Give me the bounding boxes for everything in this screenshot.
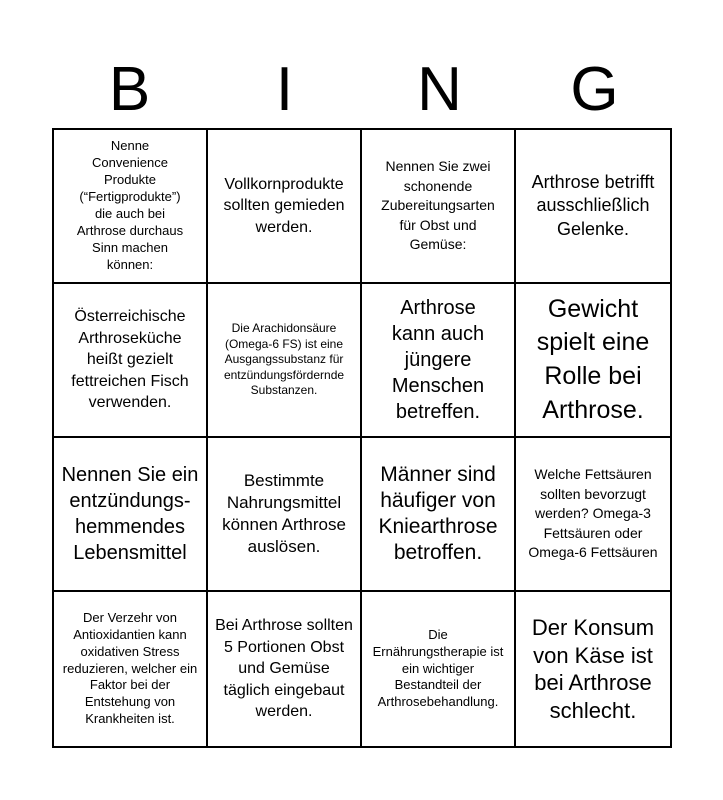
header-letter-b: B (108, 55, 151, 124)
cell-text: Österreichische Arthroseküche heißt gezielt fettreichen Fisch verwenden. (71, 308, 189, 412)
cell-text: Arthrose kann auch jüngere Menschen betreffen. (391, 297, 485, 423)
cell-text: Nenne Convenience Produkte (“Fertigprodukte”) die auch bei Arthrose durchaus Sinn machen können: (76, 138, 184, 272)
header-letter-g: G (570, 55, 619, 124)
bingo-cell[interactable] (516, 592, 670, 746)
bingo-cell[interactable] (208, 130, 362, 284)
cell-text: Arthrose betrifft ausschließlich Gelenke. (531, 171, 655, 239)
cell-text: Der Verzehr von Antioxidantien kann oxidativen Stress reduzieren, welcher ein Faktor bei der Entstehung von Krankheiten ist. (62, 609, 198, 727)
cell-text: Bestimmte Nahrungsmittel können Arthrose auslösen. (222, 470, 346, 557)
bingo-cell[interactable] (54, 130, 208, 284)
header-letter-n: N (417, 55, 462, 124)
bingo-cell[interactable] (362, 284, 516, 438)
bingo-cell[interactable] (362, 130, 516, 284)
cell-text: Die Arachidonsäure (Omega-6 FS) ist eine Ausgangssubstanz für entzündungsfördernde Substanzen. (223, 321, 345, 398)
cell-text: Nennen Sie ein entzündungs-hemmendes Lebensmittel (61, 464, 199, 564)
cell-text: Gewicht spielt eine Rolle bei Arthrose. (536, 294, 650, 424)
bingo-cell[interactable] (54, 592, 208, 746)
bingo-cell[interactable] (54, 284, 208, 438)
cell-text: Männer sind häufiger von Kniearthrose betroffen. (378, 462, 498, 565)
bingo-cell[interactable] (362, 438, 516, 592)
bingo-cell[interactable] (362, 592, 516, 746)
bingo-cell[interactable] (516, 130, 670, 284)
cell-text: Die Ernährungstherapie ist ein wichtiger Bestandteil der Arthrosebehandlung. (372, 626, 504, 710)
cell-text: Nennen Sie zwei schonende Zubereitungsarten für Obst und Gemüse: (381, 158, 495, 253)
bingo-cell[interactable] (54, 438, 208, 592)
bingo-cell[interactable] (208, 284, 362, 438)
bingo-cell[interactable] (208, 438, 362, 592)
bingo-cell[interactable] (208, 592, 362, 746)
header-letter-i: I (275, 55, 294, 124)
bingo-header (52, 52, 672, 128)
cell-text: Bei Arthrose sollten 5 Portionen Obst und Gemüse täglich eingebaut werden. (215, 617, 353, 721)
bingo-grid (52, 128, 672, 748)
bingo-cell[interactable] (516, 284, 670, 438)
bingo-cell[interactable] (516, 438, 670, 592)
cell-text: Der Konsum von Käse ist bei Arthrose schlecht. (531, 615, 655, 723)
cell-text: Vollkornprodukte sollten gemieden werden. (223, 175, 345, 236)
cell-text: Welche Fettsäuren sollten bevorzugt werden? Omega-3 Fettsäuren oder Omega-6 Fettsäuren (528, 466, 658, 561)
